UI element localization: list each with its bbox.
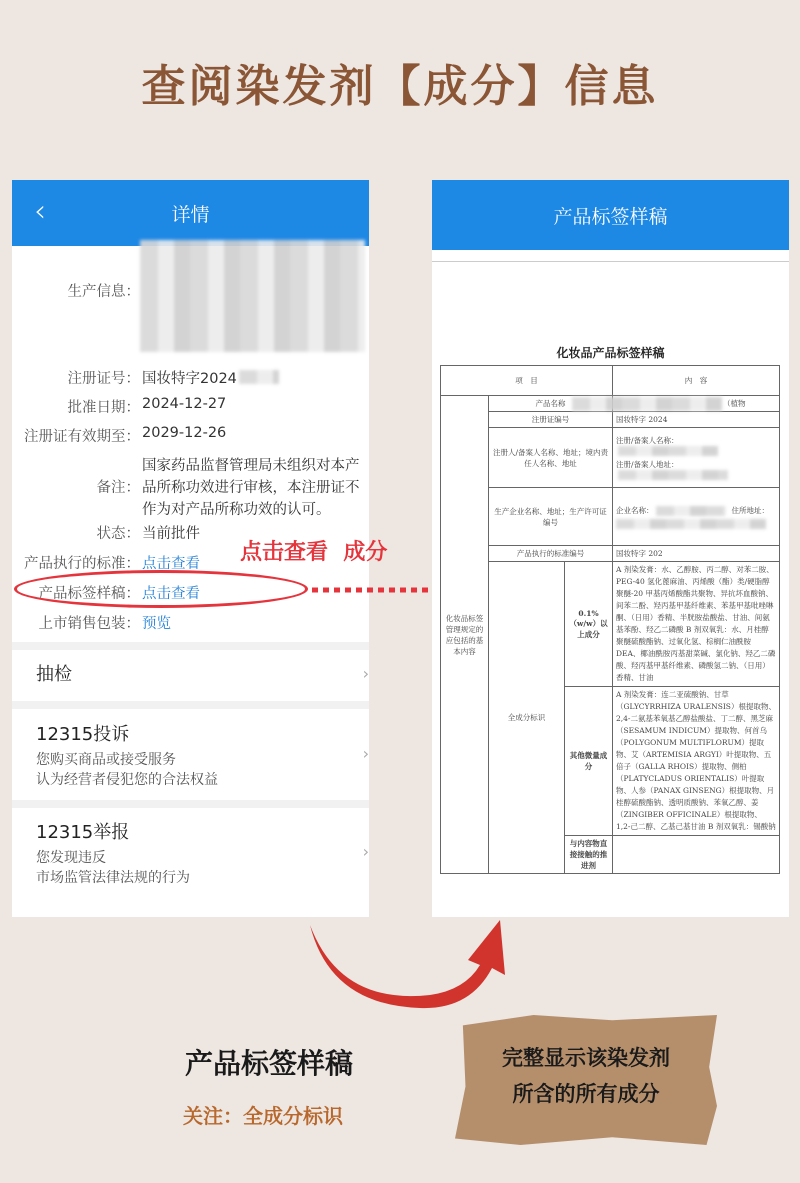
row-packaging — [12, 612, 369, 633]
cell — [613, 488, 780, 546]
row-value: 国家药品监督管理局未组织对本产品所称功效进行审核，本注册证不作为对产品所称功效的认可。 — [142, 458, 360, 518]
section-title: 12315举报 — [36, 822, 130, 843]
paper-line: 所含的所有成分 — [512, 1082, 660, 1106]
row-remark — [12, 455, 369, 521]
cell-line: 注册/备案人名称： — [616, 436, 679, 445]
blurred-value — [618, 470, 728, 480]
cell: 国妆特字 2024 — [613, 412, 780, 428]
divider — [12, 800, 369, 808]
cell: 注册人/备案人名称、地址；境内责任人名称、地址 — [489, 428, 613, 488]
blurred-value — [239, 370, 279, 384]
blurred-value — [572, 397, 722, 411]
group-label: 化妆品标签管理规定的应包括的基本内容 — [441, 396, 489, 874]
cell: 注册证编号 — [489, 412, 613, 428]
chevron-right-icon: › — [362, 842, 369, 861]
section-line: 认为经营者侵犯您的合法权益 — [36, 772, 218, 788]
view-standard-link[interactable]: 点击查看 — [142, 556, 200, 572]
preview-packaging-link[interactable]: 预览 — [142, 616, 171, 632]
bottom-title: 产品标签样稿 — [185, 1047, 354, 1080]
divider — [12, 701, 369, 709]
doc-title: 化妆品产品标签样稿 — [556, 346, 665, 360]
divider — [12, 642, 369, 650]
cell: A 剂染发膏：连二亚硫酸钠、甘草（GLYCYRRHIZA URALENSIS）根提取物、2,4-二氨基苯氧基乙醇盐酸盐、丁二醇、黑芝麻（SESAMUM INDICUM）提取物、何首乌（POLYGONUM MULTIFLORUM）提取物、艾（ARTEMISIA ARGYI）叶提取物、五倍子（GALLA RHOIS）提取物、侧柏（PLATYCLADUS ORIENTALIS）叶提取物、人参（PANAX GINSENG）根提取物、月桂醇硫酸酯钠、透明质酸钠、苯氧乙醇、姜（ZINGIBER OFFICINALE）根提取物、1,2-己二醇、乙基己基甘油 B 剂双氧乳：锡酸钠 — [613, 687, 780, 836]
chevron-right-icon: › — [362, 664, 369, 683]
col-item: 项 目 — [441, 366, 613, 396]
highlight-ellipse — [14, 570, 308, 608]
annotation-text: 点击查看 成分 — [240, 540, 388, 565]
row-production-info — [12, 280, 369, 301]
section-title: 抽检 — [36, 664, 72, 685]
cell: 产品名称 — [489, 396, 613, 412]
cell-line: 企业名称： — [616, 505, 654, 515]
row-value: 国妆特字2024 — [142, 371, 237, 387]
cell: 生产企业名称、地址；生产许可证编号 — [489, 488, 613, 546]
view-label-draft-link[interactable]: 点击查看 — [142, 586, 200, 602]
paper-text — [455, 1040, 717, 1112]
row-label: 产品执行的标准： — [24, 556, 140, 572]
row-label: 生产信息： — [67, 284, 140, 300]
cell — [613, 428, 780, 488]
row-label: 状态： — [96, 526, 140, 542]
row-value: 当前批件 — [142, 526, 200, 542]
header-title: 产品标签样稿 — [553, 205, 668, 228]
blurred-value — [616, 519, 766, 529]
row-label: 批准日期： — [67, 400, 140, 416]
label-draft-screen — [432, 180, 789, 917]
section-report[interactable] — [36, 818, 369, 888]
cell: 与内容物直接接触的推进剂 — [565, 836, 613, 874]
cell-line: 注册/备案人地址： — [616, 460, 679, 469]
bottom-subtitle: 关注：全成分标识 — [183, 1104, 343, 1128]
row-value: 2024-12-27 — [142, 396, 227, 412]
row-approval-date — [12, 396, 369, 417]
chevron-right-icon: › — [362, 744, 369, 763]
row-reg-number — [12, 367, 369, 388]
row-value: 2029-12-26 — [142, 425, 227, 441]
section-complaint[interactable] — [36, 720, 369, 790]
row-expiry — [12, 425, 369, 446]
cell: A 剂染发膏：水、乙醇胺、丙二醇、对苯二胺、PEG-40 氢化蓖麻油、丙烯酸（酯）类/硬脂醇聚醚-20 甲基丙烯酸酯共聚物、异抗坏血酸钠、间苯二酚、羟丙基甲基纤维素、苯基甲基吡唑啉酮、（日用）香精、半胱胺盐酸盐、甘油、间氨基苯酚、羟乙二磷酸 B 剂双氧乳：水、月桂醇聚醚硫酸酯钠、过氧化氢、棕榈仁油酰胺 DEA、椰油酰胺丙基甜菜碱、氯化钠、羟乙二磷酸、羟丙基甲基纤维素、磷酸氢二钠、（日用）香精、甘油 — [613, 562, 780, 687]
row-label: 上市销售包装： — [38, 616, 140, 632]
label-table — [440, 365, 780, 874]
cell: 国妆特字 202 — [613, 546, 780, 562]
cell: 其他微量成分 — [565, 687, 613, 836]
label-draft-header — [432, 180, 789, 250]
blurred-value — [656, 506, 726, 516]
cell: （植物 — [613, 396, 780, 412]
cell: 全成分标识 — [489, 562, 565, 874]
row-label: 产品标签样稿： — [38, 586, 140, 602]
cell: 产品执行的标准编号 — [489, 546, 613, 562]
page-title: 查阅染发剂【成分】信息 — [141, 61, 659, 112]
blurred-value — [618, 446, 718, 456]
section-title: 12315投诉 — [36, 724, 130, 745]
row-label: 注册证号： — [67, 371, 140, 387]
back-icon[interactable]: ‹ — [34, 194, 46, 229]
curved-arrow-icon — [300, 905, 510, 1015]
cell-line: 住所地址： — [731, 505, 769, 515]
row-label: 注册证有效期至： — [24, 429, 140, 445]
paper-line: 完整显示该染发剂 — [502, 1046, 670, 1070]
row-label: 备注： — [96, 480, 140, 496]
section-line: 您发现违反 — [36, 850, 106, 866]
cell: 0.1%（w/w）以上成分 — [565, 562, 613, 687]
section-line: 您购买商品或接受服务 — [36, 752, 176, 768]
detail-header — [12, 180, 369, 246]
section-line: 市场监管法律法规的行为 — [36, 870, 190, 886]
col-content: 内 容 — [613, 366, 780, 396]
cell — [613, 836, 780, 874]
section-inspection[interactable] — [36, 660, 369, 686]
header-title: 详情 — [171, 203, 210, 226]
